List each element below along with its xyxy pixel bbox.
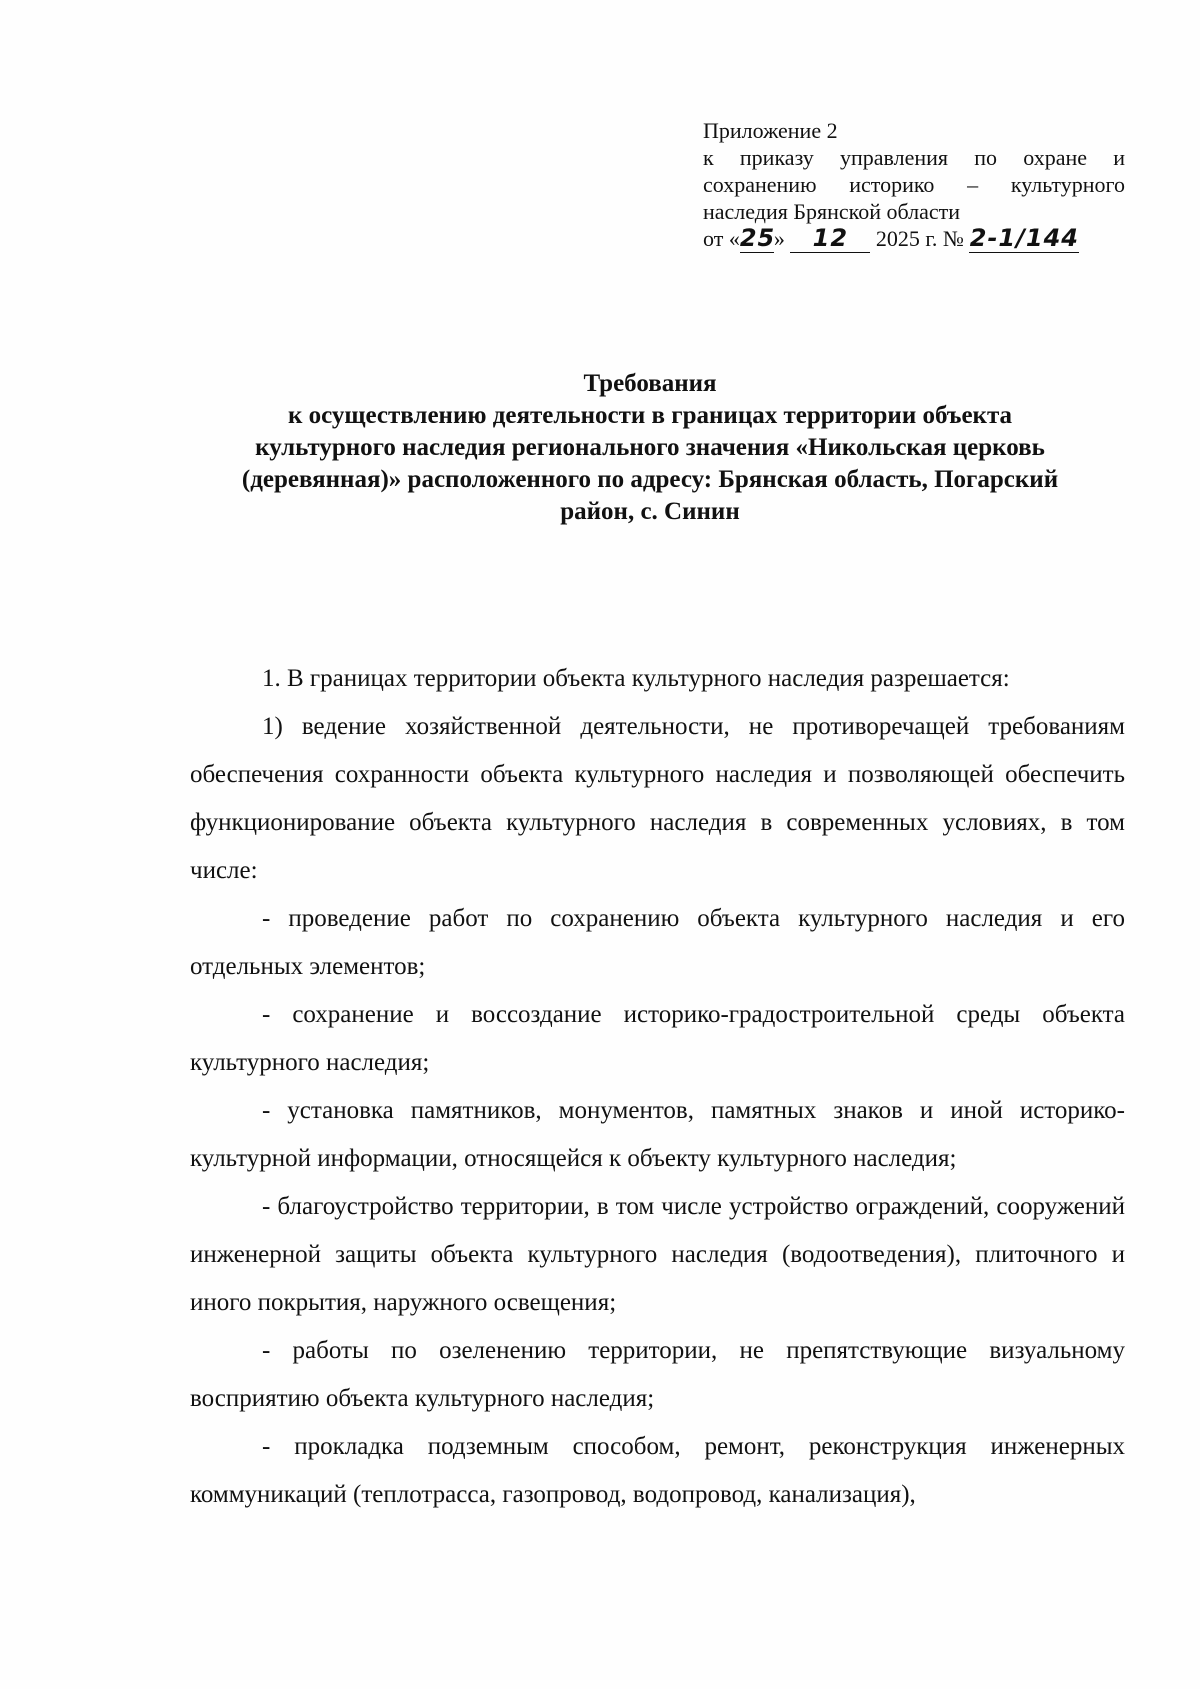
document-body [190,655,1125,1519]
date-day-handwritten: 25 [739,224,776,252]
appendix-date-line [703,225,1125,253]
date-year-label: 2025 г. № [875,226,964,251]
paragraph-4: - сохранение и воссоздание историко-градостроительной среды объекта культурного наследия; [190,1001,1125,1076]
paragraph-7: - работы по озеленению территории, не препятствующие визуальному восприятию объекта культурного наследия; [190,1337,1125,1412]
appendix-order-line: к приказу управления по охране и [703,145,1125,170]
paragraph-5: - установка памятников, монументов, памятных знаков и иной историко-культурной информации, относящейся к объекту культурного наследия; [190,1097,1125,1172]
paragraph-6: - благоустройство территории, в том числе устройство ограждений, сооружений инженерной защиты объекта культурного наследия (водоотведения), плиточного и иного покрытия, наружного освещения; [190,1193,1125,1316]
appendix-header [703,117,1125,253]
order-number-field [969,225,1079,253]
order-number-handwritten: 2-1/144 [969,224,1079,252]
appendix-preservation-line: сохранению историко – культурного [703,172,1125,197]
appendix-label: Приложение 2 [703,118,838,143]
date-month-field [790,225,870,253]
paragraph-8: - прокладка подземным способом, ремонт, реконструкция инженерных коммуникаций (теплотрасса, газопровод, водопровод, канализация), [190,1433,1125,1508]
document-title [175,368,1125,528]
title-line-2: к осуществлению деятельности в границах территории объекта [287,402,1013,429]
title-line-3: культурного наследия регионального значения «Никольская церковь [255,434,1045,461]
title-line-5: район, с. Синин [560,498,740,525]
date-month-handwritten: 12 [812,224,849,252]
paragraph-3: - проведение работ по сохранению объекта культурного наследия и его отдельных элементов; [190,905,1125,980]
date-prefix: от « [703,226,740,251]
date-quote-close: » [773,226,785,251]
paragraph-1: 1. В границах территории объекта культурного наследия разрешается: [262,665,1010,692]
title-line-1: Требования [583,370,717,397]
date-day-field [740,225,774,253]
title-line-4: (деревянная)» расположенного по адресу: Брянская область, Погарский [241,466,1059,493]
paragraph-2: 1) ведение хозяйственной деятельности, не противоречащей требованиям обеспечения сохранности объекта культурного наследия и позволяющей обеспечить функционирование объекта культурного наследия в современных условиях, в том числе: [190,713,1125,884]
appendix-region-line: наследия Брянской области [703,199,961,224]
